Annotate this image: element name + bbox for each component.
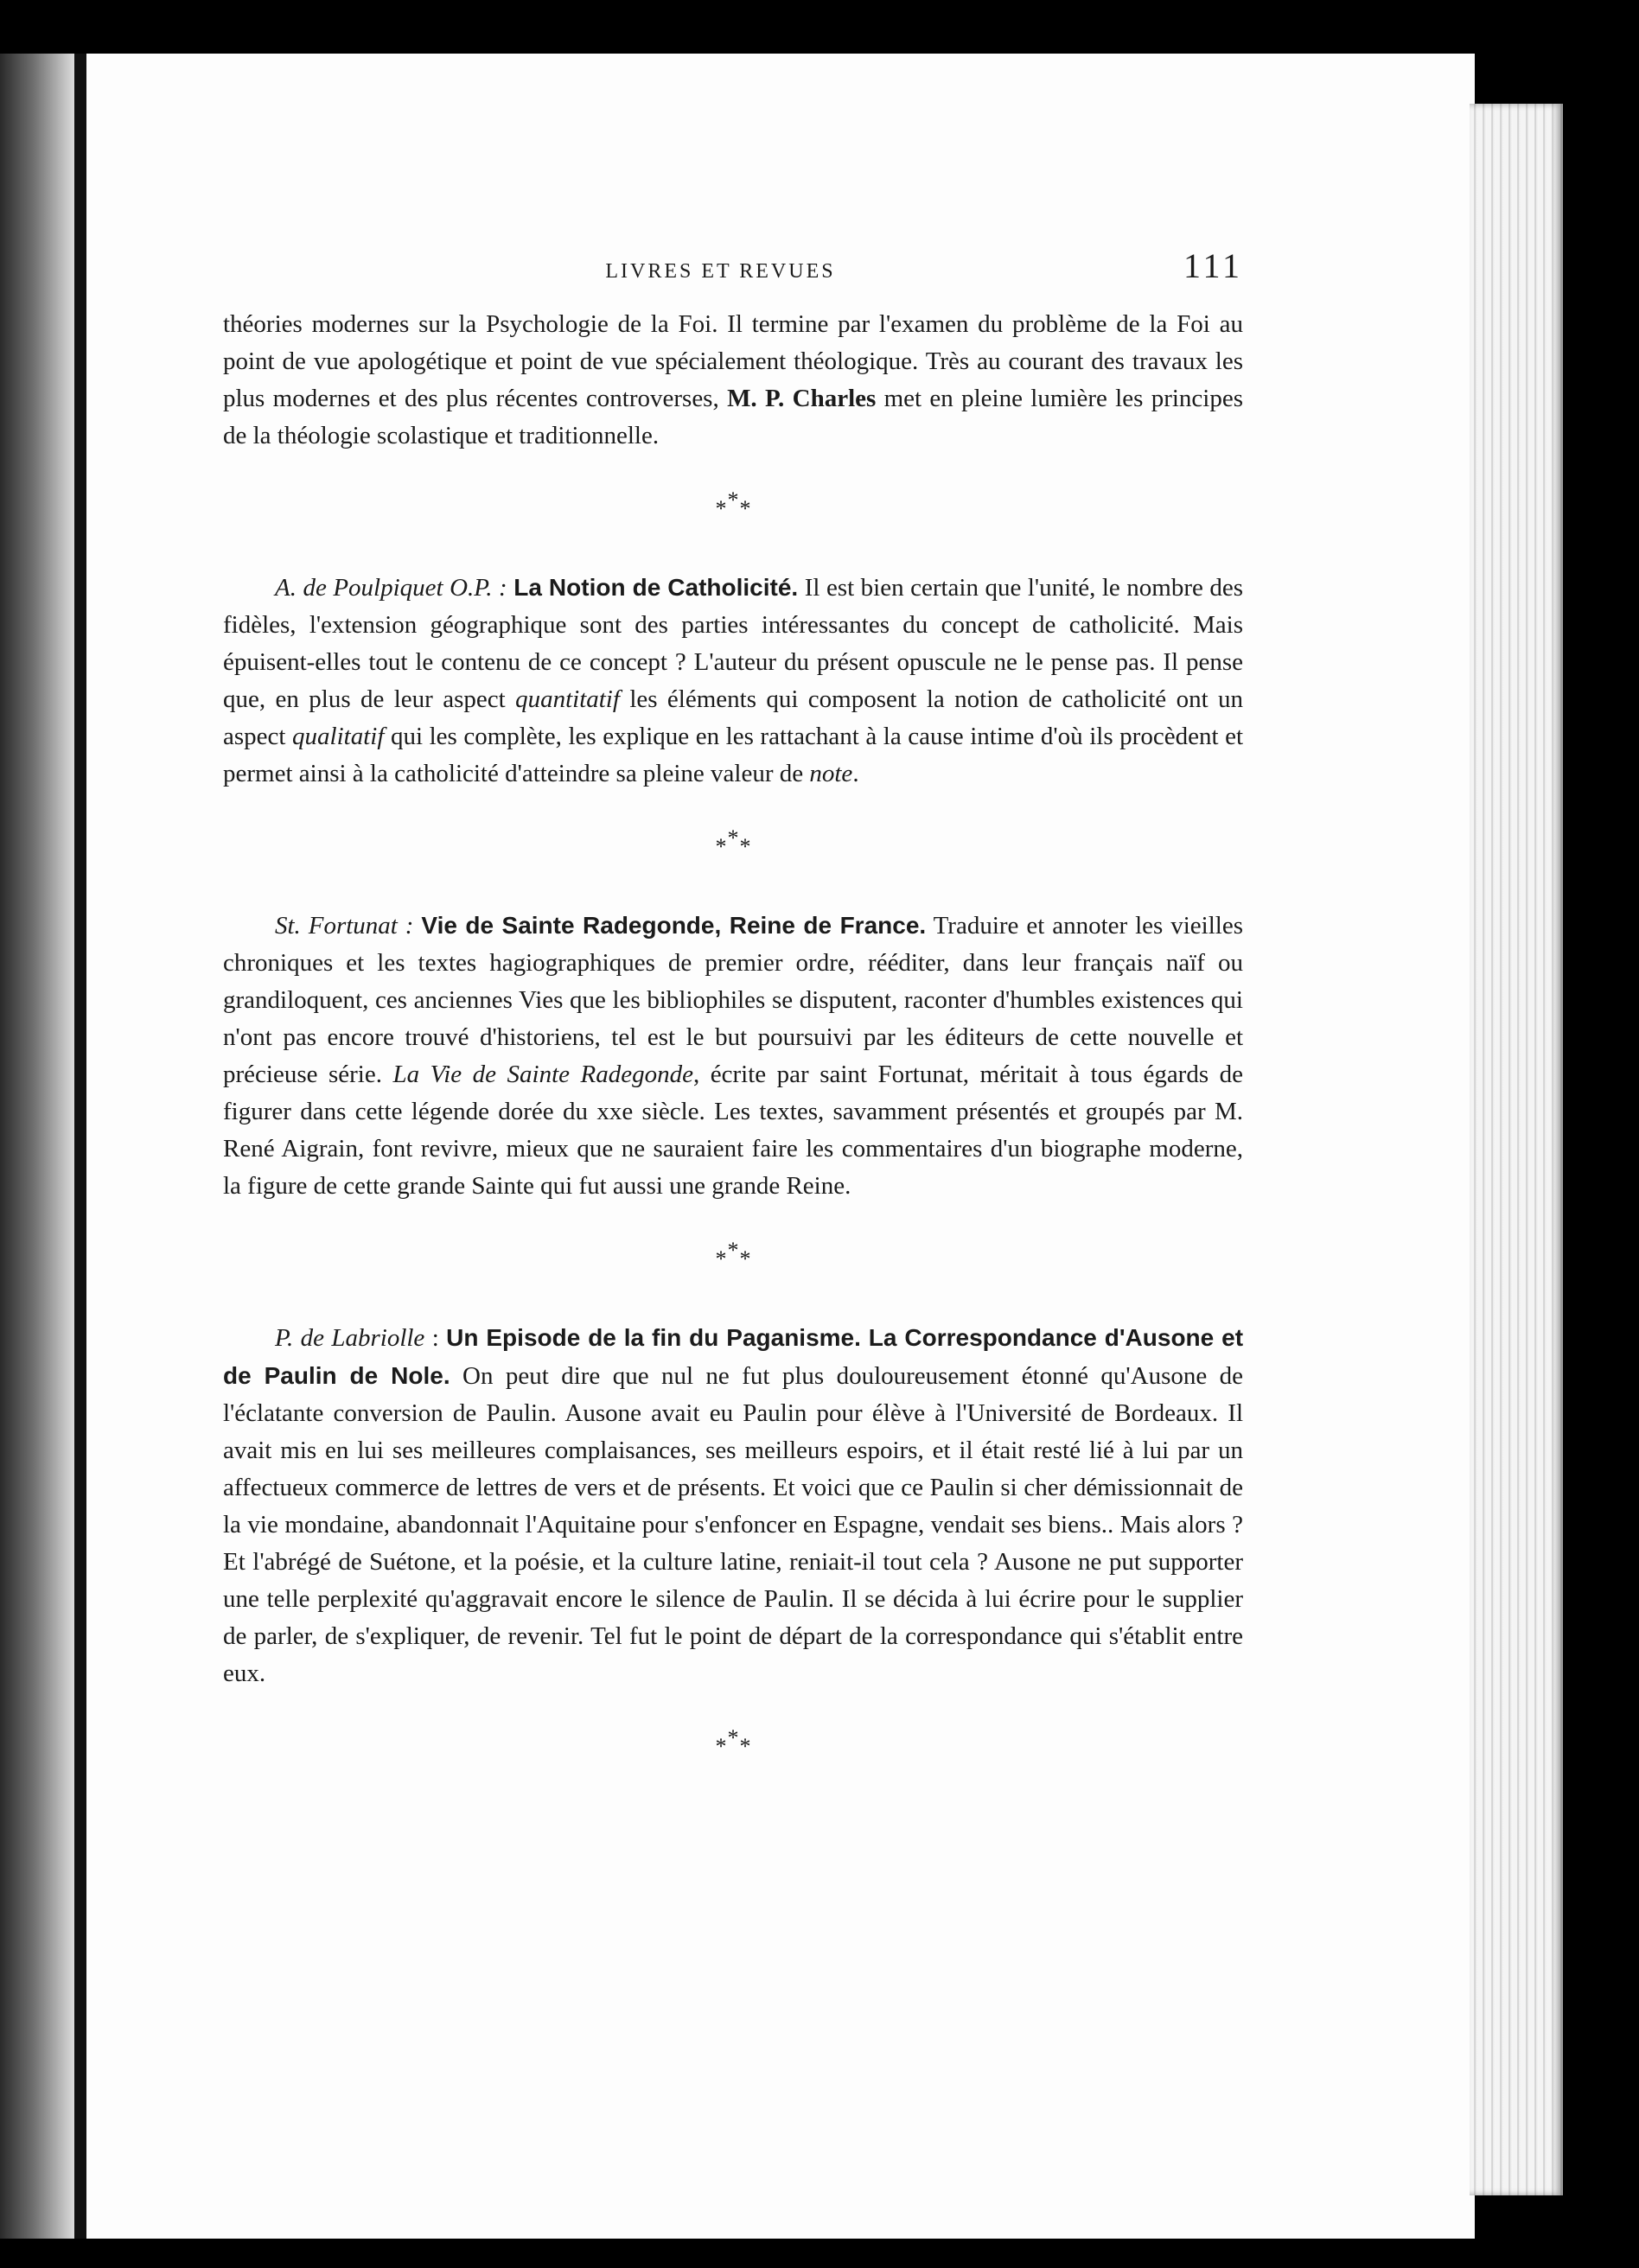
- asterism-separator: [223, 822, 1243, 872]
- asterism-star: *: [715, 496, 727, 521]
- asterism-star: *: [739, 834, 751, 859]
- entry-author-separator: :: [405, 912, 414, 940]
- asterism-star: *: [715, 834, 727, 859]
- review-entry: [223, 1319, 1243, 1692]
- entry-text: Traduire et annoter les vieilles chroniques et les textes hagiographiques de premier ordre, rééditer, dans leur français naïf ou grandiloquent, ces anciennes Vies que les bibliophiles se disputent, raconter d'humbles existences qui n'ont pas encore trouvé d'historiens, tel est le but poursuivi par les éditeurs de cette nouvelle et précieuse série.: [223, 912, 1243, 1088]
- entry-emphasis: qualitatif: [292, 723, 385, 750]
- review-entry: [223, 569, 1243, 793]
- page-content: [223, 247, 1243, 1806]
- entry-text: qui les complète, les explique en les rattachant à la cause intime d'où ils procèdent et permet ainsi à la catholicité d'atteindre sa pleine valeur de: [223, 723, 1244, 787]
- asterism-star: *: [727, 487, 739, 513]
- entry-emphasis: note: [809, 760, 853, 787]
- entry-text: , écrite par saint Fortunat, méritait à tous égards de figurer dans cette légende dorée du xxe siècle. Les textes, savamment présentés et groupés par M. René Aigrain, font revivre, mieux que ne sauraient faire les commentaires d'un biographe moderne, la figure de cette grande Sainte qui fut aussi une grande Reine.: [223, 1061, 1244, 1200]
- asterism-separator: [223, 1722, 1243, 1772]
- entry-text: On peut dire que nul ne fut plus douloureusement étonné qu'Ausone de l'éclatante conversion de Paulin. Ausone avait eu Paulin pour élève à l'Université de Bordeaux. Il avait mis en lui ses meilleures complaisances, ses meilleurs espoirs, et il était resté lié à lui par un affectueux commerce de lettres de vers et de présents. Et voici que ce Paulin si cher démissionnait de la vie mondaine, abandonnait l'Aquitaine pour s'enfoncer en Espagne, vendait ses biens.. Mais alors ? Et l'abrégé de Suétone, et la poésie, et la culture latine, reniait-il tout cela ? Ausone ne put supporter une telle perplexité qu'aggravait encore le silence de Paulin. Il se décida à lui écrire pour le supplier de parler, de s'expliquer, de revenir. Tel fut le point de départ de la correspondance qui s'établit entre eux.: [223, 1362, 1243, 1687]
- asterism-star: *: [715, 1246, 727, 1271]
- entry-title: Un Episode de la fin du Paganisme. La Correspondance d'Ausone et de Paulin de Nole.: [223, 1324, 1244, 1389]
- entry-text: théories modernes sur la Psychologie de la Foi. Il termine par l'examen du problème de la Foi au point de vue apologétique et point de vue spécialement théologique. Très au courant des travaux les plus modernes et des plus récentes controverses,: [223, 310, 1243, 412]
- page-number: 111: [1183, 246, 1243, 285]
- entry-author: P. de Labriolle: [275, 1324, 425, 1352]
- running-title: LIVRES ET REVUES: [605, 260, 836, 283]
- entry-text: Il est bien certain que l'unité, le nombre des fidèles, l'extension géographique sont des parties intéressantes du concept de catholicité. Mais épuisent-elles tout le contenu de ce concept ? L'auteur du présent opuscule ne le pense pas. Il pense que, en plus de leur aspect: [223, 574, 1244, 713]
- entry-author: St. Fortunat: [275, 912, 398, 940]
- entry-text: met en pleine lumière les principes de la théologie scolastique et traditionnelle.: [223, 385, 1244, 449]
- entry-text: .: [852, 760, 859, 787]
- review-entry: [223, 907, 1243, 1205]
- page-edges: [1470, 104, 1563, 2195]
- entry-continuation: [223, 306, 1243, 455]
- entry-author-separator: :: [431, 1324, 439, 1352]
- book-gutter: [74, 54, 86, 2239]
- asterism-star: *: [727, 825, 739, 850]
- asterism-star: *: [715, 1734, 727, 1759]
- asterism-star: *: [739, 1246, 751, 1271]
- asterism-star: *: [727, 1725, 739, 1750]
- asterism-star: *: [739, 1734, 751, 1759]
- facing-page-edge: [0, 54, 74, 2239]
- entry-title: La Notion de Catholicité.: [513, 574, 799, 601]
- entry-author-name: M. P. Charles: [727, 385, 877, 412]
- asterism-separator: [223, 1234, 1243, 1284]
- entry-author: A. de Poulpiquet O.P.: [275, 574, 493, 602]
- asterism-star: *: [727, 1238, 739, 1263]
- entry-emphasis: La Vie de Sainte Radegonde: [392, 1061, 693, 1088]
- entry-text: les éléments qui composent la notion de catholicité ont un aspect: [223, 685, 1244, 750]
- entry-author-separator: :: [499, 574, 507, 602]
- running-head: [223, 247, 1243, 290]
- asterism-separator: [223, 484, 1243, 534]
- asterism-star: *: [739, 496, 751, 521]
- entry-title: Vie de Sainte Radegonde, Reine de France.: [421, 912, 927, 939]
- entry-emphasis: quantitatif: [515, 685, 620, 713]
